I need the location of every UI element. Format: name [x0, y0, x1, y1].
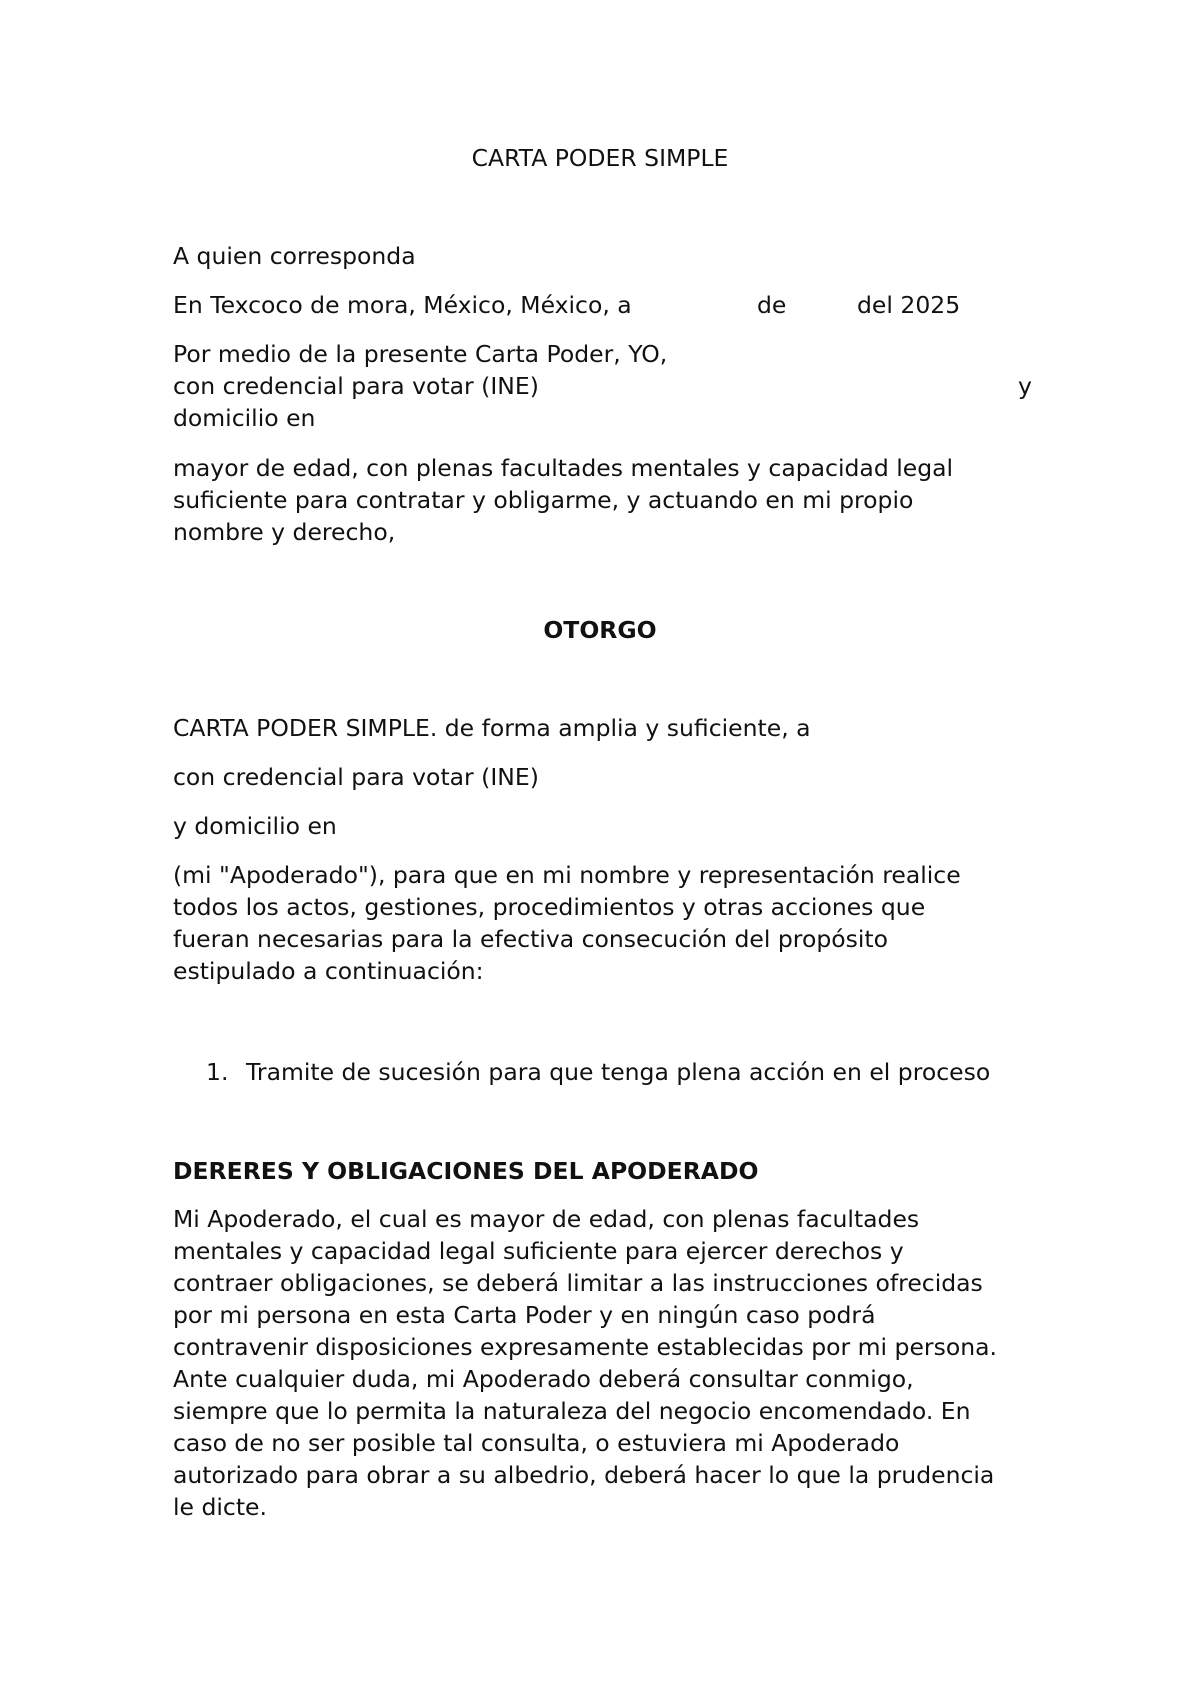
paragraph-line: contraer obligaciones, se deberá limitar a las instrucciones ofrecidas [173, 1269, 983, 1297]
paragraph-line: Mi Apoderado, el cual es mayor de edad, con plenas facultades [173, 1205, 920, 1233]
document-title: CARTA PODER SIMPLE [471, 144, 729, 172]
greeting: A quien corresponda [173, 242, 416, 270]
paragraph-line: (mi "Apoderado"), para que en mi nombre y representación realice [173, 861, 961, 889]
intro-line-1: Por medio de la presente Carta Poder, YO, [173, 340, 668, 368]
paragraph-line: caso de no ser posible tal consulta, o estuviera mi Apoderado [173, 1429, 900, 1457]
paragraph-line: mayor de edad, con plenas facultades mentales y capacidad legal [173, 454, 954, 482]
paragraph-line: Ante cualquier duda, mi Apoderado deberá consultar conmigo, [173, 1365, 914, 1393]
paragraph-line: contravenir disposiciones expresamente establecidas por mi persona. [173, 1333, 997, 1361]
paragraph-line: nombre y derecho, [173, 518, 396, 546]
intro-line-2: con credencial para votar (INE) [173, 372, 539, 400]
paragraph-line: mentales y capacidad legal suficiente para ejercer derechos y [173, 1237, 904, 1265]
paragraph-line: suficiente para contratar y obligarme, y actuando en mi propio [173, 486, 914, 514]
list-item-number: 1. [206, 1058, 229, 1086]
grant-line-2: con credencial para votar (INE) [173, 763, 539, 791]
purpose-paragraph [173, 859, 1033, 987]
paragraph-line: todos los actos, gestiones, procedimientos y otras acciones que [173, 893, 926, 921]
capacity-paragraph [173, 452, 1033, 548]
paragraph-line: le dicte. [173, 1493, 267, 1521]
paragraph-line: autorizado para obrar a su albedrio, deberá hacer lo que la prudencia [173, 1461, 995, 1489]
paragraph-line: estipulado a continuación: [173, 957, 484, 985]
grant-line-3: y domicilio en [173, 812, 337, 840]
paragraph-line: siempre que lo permita la naturaleza del negocio encomendado. En [173, 1397, 971, 1425]
date-de: de [757, 291, 787, 319]
list-item-text: Tramite de sucesión para que tenga plena acción en el proceso [246, 1058, 991, 1086]
intro-line-2-end: y [1018, 372, 1032, 400]
obligations-paragraph [173, 1203, 1033, 1523]
paragraph-line: por mi persona en esta Carta Poder y en ningún caso podrá [173, 1301, 876, 1329]
grant-line-1: CARTA PODER SIMPLE. de forma amplia y suficiente, a [173, 714, 811, 742]
paragraph-line: fueran necesarias para la efectiva consecución del propósito [173, 925, 888, 953]
date-year: del 2025 [857, 291, 961, 319]
place-text: En Texcoco de mora, México, México, a [173, 291, 632, 319]
obligations-heading: DERERES Y OBLIGACIONES DEL APODERADO [173, 1157, 759, 1185]
otorgo-heading: OTORGO [543, 616, 657, 644]
intro-line-3: domicilio en [173, 404, 316, 432]
